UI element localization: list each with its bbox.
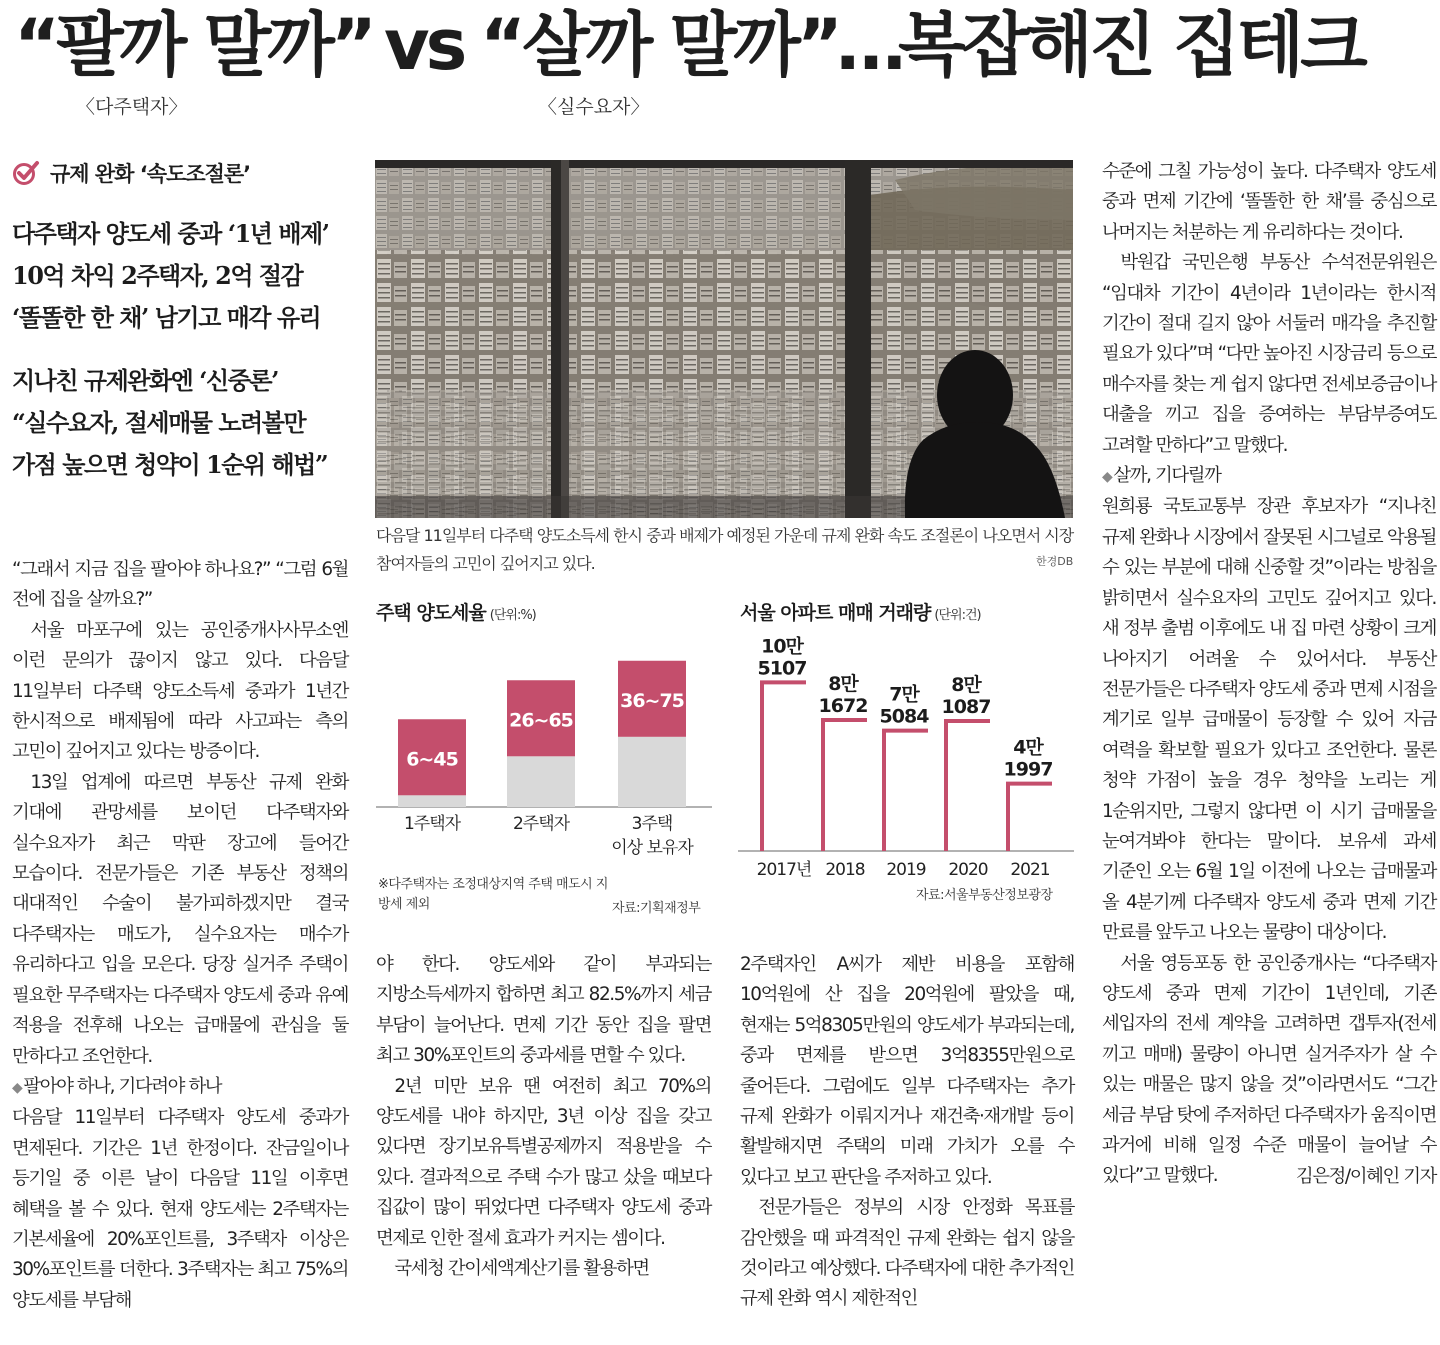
deck-tag-label: 규제 완화 ‘속도조절론’ [50, 162, 251, 186]
volume-bar-3 [884, 731, 928, 851]
headline-vs: vs [384, 4, 464, 86]
paragraph: 다음달 11일부터 다주택자 양도세 중과가 면제된다. 기간은 1년 한정이다. 잔금일이나 등기일 중 이른 날이 다음달 11일 이후면 혜택을 볼 수 있다. 현재 양도세는 2주택자는 기본세율에 20%포인트를, 3주택자 이상은 30%포인트를 더한다. 3주택자는 최고 75%의 양도세를 부담해 [12, 1107, 348, 1311]
deck-line: 지나친 규제완화엔 ‘신중론’ [12, 366, 278, 395]
news-photo [375, 160, 1073, 518]
headline-ellipsis: … [836, 4, 902, 86]
category-label-3: 3주택 [631, 814, 673, 834]
volume-bar-4 [946, 721, 990, 851]
bar-label-3: 36~75 [620, 689, 684, 712]
paragraph: 수준에 그칠 가능성이 높다. 다주택자 양도세 중과 면제 기간에 ‘똘똘한 한 채’를 중심으로 나머지는 처분하는 게 유리하다는 것이다. [1102, 161, 1436, 243]
volume-label-4: 8만 [951, 673, 981, 696]
chart-tax-title-text: 주택 양도세율 [376, 602, 486, 624]
article-column-4 [1102, 157, 1436, 1192]
paragraph: 2년 미만 보유 땐 여전히 최고 70%의 양도세를 내야 하지만, 3년 이상 집을 갖고 있다면 장기보유특별공제까지 적용받을 수 있다. 결과적으로 주택 수가 많고 샀을 때보다 집값이 많이 뛰었다면 다주택자 양도세 중과 면제로 인한 절세 효과가 커지는 셈이다. [376, 1075, 711, 1249]
category-label-3: 이상 보유자 [611, 838, 693, 858]
headline-part-buy: “살까 말까” [480, 4, 839, 86]
article-column-3 [740, 950, 1074, 1315]
chart-tax-title [376, 598, 536, 625]
year-label-5: 2021 [1010, 860, 1050, 880]
deck-tag [12, 158, 250, 188]
article-column-1 [12, 555, 348, 1316]
check-icon [12, 160, 40, 186]
chart-tax-unit: (단위:%) [489, 608, 536, 623]
deck-block-2 [12, 360, 352, 486]
volume-label-3: 7만 [889, 683, 919, 706]
volume-label-2: 8만 [828, 673, 858, 696]
chart-volume-title [740, 598, 981, 625]
chart-tax-note: ※다주택자는 조정대상지역 주택 매도시 지방세 제외 [378, 877, 608, 912]
bar-label-1: 6~45 [406, 748, 458, 771]
volume-label-5: 4만 [1013, 736, 1043, 759]
year-label-3: 2019 [886, 860, 926, 880]
byline: 김은정/이혜인 기자 [1295, 1165, 1436, 1187]
paragraph: 야 한다. 양도세와 같이 부과되는 지방소득세까지 합하면 최고 82.5%까지 세금 부담이 늘어난다. 면제 기간 동안 집을 팔면 최고 30%포인트의 중과세를 면할 수 있다. [376, 954, 711, 1067]
paragraph: 박원갑 국민은행 부동산 수석전문위원은 “임대차 기간이 4년이라 1년이라는 한시적 기간이 절대 길지 않아 서둘러 매각을 추진할 필요가 있다”며 “다만 높아진 시장금리 등으로 매수자를 찾는 게 쉽지 않다면 전세보증금이나 대출을 끼고 집을 증여하는 부담부증여도 고려할 만하다”고 말했다. [1102, 252, 1436, 456]
headline-part-sell: “팔까 말까” [14, 4, 373, 86]
city-view-photo [375, 160, 1073, 518]
paragraph: “그래서 지금 집을 팔아야 하나요?” “그럼 6월 전에 집을 살까요?” [12, 559, 348, 611]
headline [0, 0, 1440, 130]
article-column-2 [376, 950, 711, 1284]
paragraph: 2주택자인 A씨가 제반 비용을 포함해 10억원에 산 집을 20억원에 팔았을 때, 현재는 5억8305만원의 양도세가 부과되는데, 중과 면제를 받으면 3억8355만원으로 줄어든다. 그럼에도 일부 다주택자는 추가 규제 완화가 이뤄지거나 재건축·재개발 등이 활발해지면 주택의 미래 가치가 오를 수 있다고 보고 판단을 주저하고 있다. [740, 954, 1074, 1188]
volume-bar-2 [823, 720, 867, 851]
deck-block-1 [12, 213, 352, 339]
deck-line: 가점 높으면 청약이 1순위 해법” [12, 450, 328, 479]
chart-volume-source: 자료:서울부동산정보광장 [916, 888, 1053, 903]
category-label-1: 1주택자 [403, 814, 461, 834]
year-label-2: 2018 [825, 860, 865, 880]
deck-line: ‘똘똘한 한 채’ 남기고 매각 유리 [12, 303, 321, 332]
chart-trade-volume [738, 630, 1078, 885]
volume-label-4: 1087 [941, 695, 991, 718]
volume-label-3: 5084 [879, 705, 929, 728]
bar-base-2 [507, 756, 575, 807]
volume-label-2: 1672 [818, 695, 868, 718]
subheading: ◆ 팔아야 하나, 기다려야 하나 [12, 1072, 348, 1103]
photo-caption: 다음달 11일부터 다주택 양도소득세 한시 중과 배제가 예정된 가운데 규제 완화 속도 조절론이 나오면서 시장 참여자들의 고민이 깊어지고 있다. [376, 526, 1074, 573]
volume-label-5: 1997 [1003, 758, 1053, 781]
chart-volume-title-text: 서울 아파트 매매 거래량 [740, 602, 931, 624]
paragraph: 원희룡 국토교통부 장관 후보자가 “지나친 규제 완화나 시장에서 잘못된 시그널로 악용될 수 있는 부분에 대해 신중할 것”이라는 방침을 밝히면서 실수요자의 고민도 깊어지고 있다. 새 정부 출범 이후에도 내 집 마련 상황이 크게 나아지기 어려울 수 있어서다. 부동산 전문가들은 다주택자 양도세 중과 면제 시점을 계기로 일부 급매물이 등장할 수 있어 자금 여력을 확보할 필요가 있다고 조언한다. 물론 청약 가점이 높을 경우 청약을 노리는 게 1순위지만, 그렇지 않다면 이 시기 급매물을 눈여겨봐야 한다는 말이다. 보유세 과세 기준인 오는 6월 1일 이전에 나오는 급매물과 올 4분기께 다주택자 양도세 중과 면제 기간 만료를 앞두고 나오는 물량이 대상이다. [1102, 496, 1436, 944]
deck-line: 다주택자 양도세 중과 ‘1년 배제’ [12, 219, 329, 248]
volume-bar-5 [1008, 784, 1052, 851]
volume-label-1: 5107 [757, 657, 807, 680]
year-label-1: 2017년 [756, 860, 812, 880]
paragraph: 전문가들은 정부의 시장 안정화 목표를 감안했을 때 파격적인 규제 완화는 쉽지 않을 것이라고 예상했다. 다주택자에 대한 추가적인 규제 완화 역시 제한적인 [740, 1197, 1074, 1310]
headline-part-main: 복잡해진 집테크 [898, 4, 1364, 86]
category-label-2: 2주택자 [512, 814, 570, 834]
year-label-4: 2020 [948, 860, 988, 880]
paragraph: 국세청 간이세액계산기를 활용하면 [394, 1258, 649, 1280]
paragraph: 서울 마포구에 있는 공인중개사사무소엔 이런 문의가 끊이지 않고 있다. 다음달 11일부터 다주택 양도소득세 중과가 1년간 한시적으로 배제됨에 따라 사고파는 측의 고민이 깊어지고 있다는 방증이다. [12, 619, 348, 763]
headline-sub-multi-owner: 〈다주택자〉 [76, 96, 188, 118]
chart-tax-source: 자료:기획재정부 [612, 901, 701, 916]
deck-line: “실수요자, 절세매물 노려볼만 [12, 408, 306, 437]
bar-base-3 [618, 737, 686, 807]
paragraph: 13일 업계에 따르면 부동산 규제 완화 기대에 관망세를 보이던 다주택자와 실수요자가 최근 막판 장고에 들어간 모습이다. 전문가들은 기존 부동산 정책의 대대적인 수술이 불가피하겠지만 결국 다주택자는 매도가, 실수요자는 매수가 유리하다고 입을 모은다. 당장 실거주 주택이 필요한 무주택자는 다주택자 양도세 중과 유예 적용을 전후해 나오는 급매물에 관심을 둘 만하다고 조언한다. [12, 771, 348, 1067]
chart-tax-rate [376, 630, 716, 870]
bar-base-1 [398, 795, 466, 807]
paragraph: 서울 영등포동 한 공인중개사는 “다주택자 양도세 중과 면제 기간이 1년인데, 기존 세입자의 전세 계약을 고려하면 갭투자(전세 끼고 매매) 물량이 아니면 실거주자가 살 수 있는 매물은 많지 않을 것”이라면서도 “그간 세금 부담 탓에 주저하던 다주택자가 움직이면 과거에 비해 일정 수준 매물이 늘어날 수 있다”고 말했다. [1102, 952, 1436, 1187]
deck-line: 10억 차익 2주택자, 2억 절감 [12, 261, 303, 290]
volume-label-1: 10만 [761, 635, 803, 658]
headline-sub-real-buyer: 〈실수요자〉 [538, 96, 650, 118]
chart-volume-unit: (단위:건) [934, 608, 981, 623]
bar-label-2: 26~65 [509, 709, 573, 732]
volume-bar-1 [762, 682, 806, 851]
photo-credit: 한경DB [1036, 555, 1074, 568]
subheading: ◆ 살까, 기다릴까 [1102, 461, 1436, 492]
